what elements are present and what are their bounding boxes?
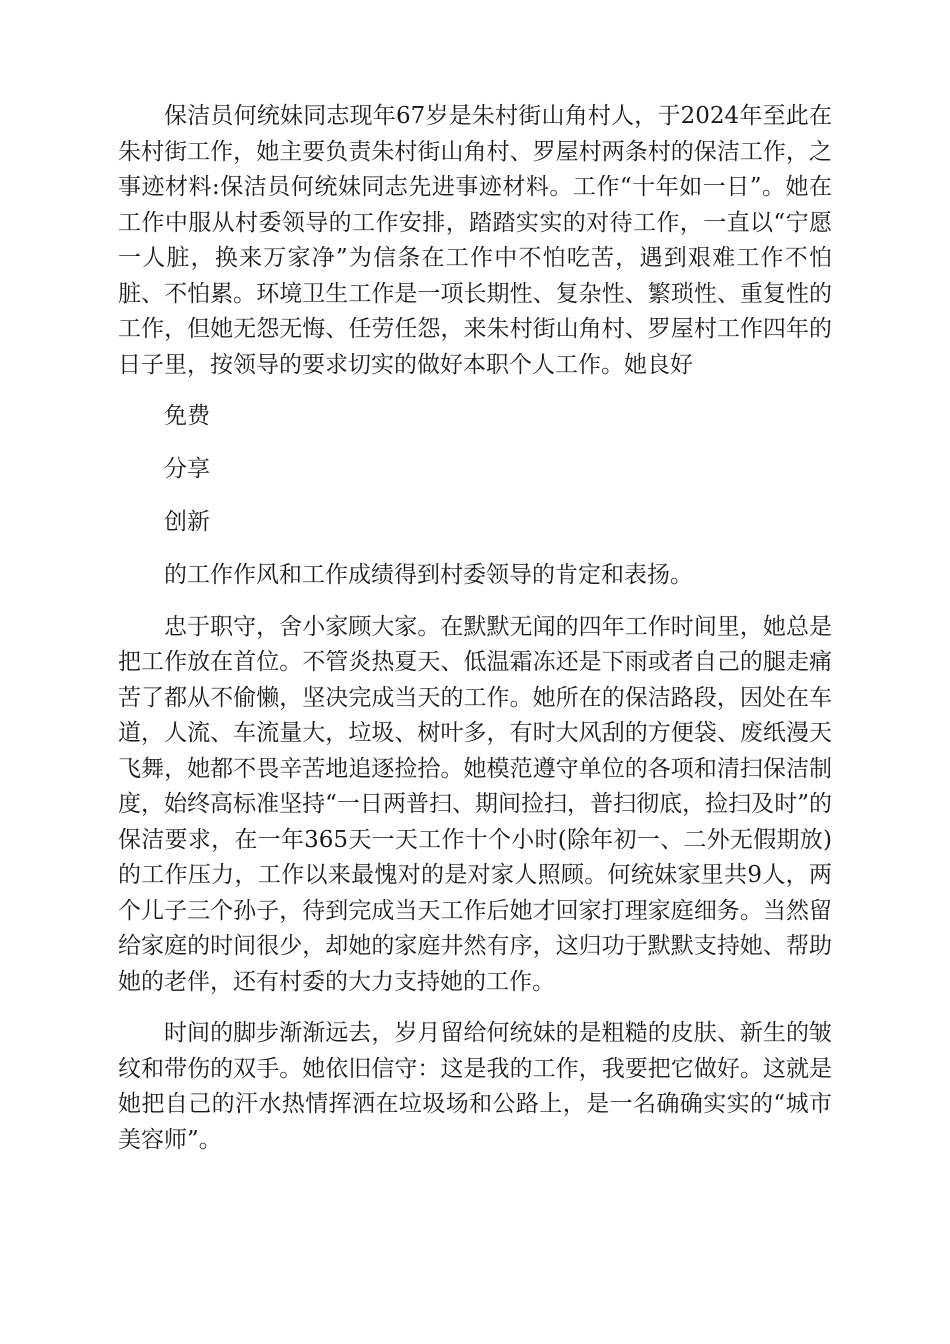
paragraph-free: 免费 [164, 403, 210, 429]
paragraph-intro: 保洁员何统妹同志现年67岁是朱村街山角村人，于2024年至此在朱村街工作，她主要负责朱村街山角村、罗屋村两条村的保洁工作，之事迹材料:保洁员何统妹同志先进事迹材料。工作“十年如一日”。她在工作中服从村委领导的工作安排，踏踏实实的对待工作，一直以“宁愿一人脏，换来万家净”为信条在工作中不怕吃苦，遇到艰难工作不怕脏、不怕累。环境卫生工作是一项长期性、复杂性、繁琐性、重复性的工作，但她无怨无悔、任劳任怨，来朱村街山角村、罗屋村工作四年的日子里，按领导的要求切实的做好本职个人工作。她良好 [118, 103, 832, 378]
paragraph-intro-tail: 的工作作风和工作成绩得到村委领导的肯定和表扬。 [164, 562, 693, 588]
paragraph-innovate: 创新 [164, 509, 210, 535]
document-page [118, 99, 832, 1158]
paragraph-conclusion: 时间的脚步渐渐远去，岁月留给何统妹的是粗糙的皮肤、新生的皱纹和带伤的双手。她依旧信守：这是我的工作，我要把它做好。这就是她把自己的汗水热情挥洒在垃圾场和公路上，是一名确确实实的“城市美容师”。 [118, 1020, 832, 1153]
paragraph-dedication: 忠于职守，舍小家顾大家。在默默无闻的四年工作时间里，她总是把工作放在首位。不管炎热夏天、低温霜冻还是下雨或者自己的腿走痛苦了都从不偷懒，坚决完成当天的工作。她所在的保洁路段，因处在车道，人流、车流量大，垃圾、树叶多，有时大风刮的方便袋、废纸漫天飞舞，她都不畏辛苦地追逐捡拾。她模范遵守单位的各项和清扫保洁制度，始终高标准坚持“一日两普扫、期间捡扫，普扫彻底，捡扫及时”的保洁要求，在一年365天一天工作十个小时(除年初一、二外无假期放)的工作压力，工作以来最愧对的是对家人照顾。何统妹家里共9人，两个儿子三个孙子，待到完成当天工作后她才回家打理家庭细务。当然留给家庭的时间很少，却她的家庭井然有序，这归功于默默支持她、帮助她的老伴，还有村委的大力支持她的工作。 [118, 613, 832, 995]
paragraph-share: 分享 [164, 456, 210, 482]
